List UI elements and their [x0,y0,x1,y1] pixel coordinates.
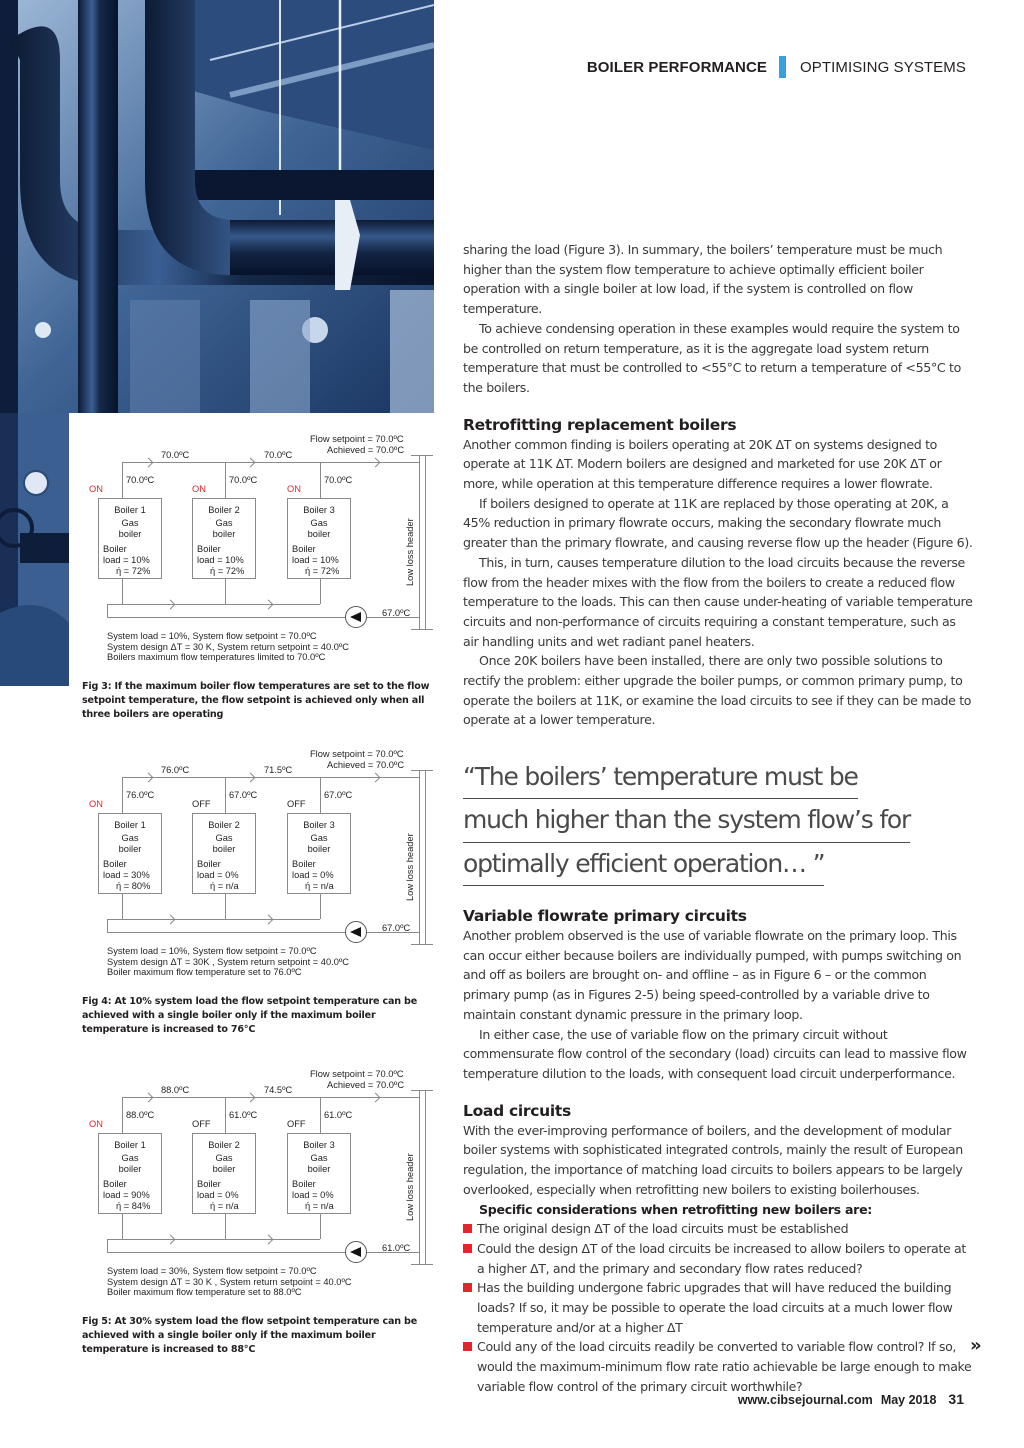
paragraph: To achieve condensing operation in these examples would require the system to be controlled on return temperature, as it is the aggregate load system return temperature that must be controlled to <55°C to return a temperature of <55°C to the boilers. [463,320,961,395]
return-manifold [107,604,320,605]
boiler-type: Gas [121,1153,139,1163]
boiler-efficiency: ή = n/a [210,1201,239,1211]
boiler-room-photo-strip [0,413,69,686]
boiler-load: load = 10% [197,555,244,565]
section-label: BOILER PERFORMANCE [586,58,767,76]
boiler-box [98,813,162,894]
boiler-status: ON [89,1119,103,1129]
boiler-status: ON [89,799,103,809]
section-heading-retrofitting: Retrofitting replacement boilers [463,415,737,434]
flow-direction-arrow-icon [371,1093,381,1103]
boiler-name: Boiler 2 [208,1140,240,1150]
boiler-load-label: Boiler [292,859,316,869]
section-heading-variable-flowrate: Variable flowrate primary circuits [463,907,747,926]
list-item [463,1239,973,1278]
system-note: System load = 10%, System flow setpoint = 70.0ºC [107,946,317,956]
figure-caption: Fig 3: If the maximum boiler flow temperatures are set to the flow setpoint temperature, the flow setpoint is achieved only when all three boilers are operating [82,681,430,720]
pull-quote-line: much higher than the system flow’s for [463,799,910,842]
boiler-load: load = 0% [197,870,239,880]
boiler-type: Gas [121,833,139,843]
header-cap [411,770,433,771]
boiler-type: boiler [307,529,331,539]
boiler-name: Boiler 1 [114,1140,146,1150]
boiler-box [98,498,162,579]
boiler-efficiency: ή = 84% [116,1201,151,1211]
boiler-type: Gas [310,833,328,843]
boiler-load-label: Boiler [197,544,221,554]
return-temp-label: 67.0ºC [382,923,411,933]
system-notes [107,1266,352,1298]
return-direction-arrow-icon [166,915,176,925]
boiler-box [192,1133,256,1214]
flow-direction-arrow-icon [246,1093,256,1103]
boiler-efficiency: ή = 80% [116,881,151,891]
header-temp-label: 74.5ºC [264,1085,293,1095]
return-direction-arrow-icon [264,600,274,610]
paragraph: Another common finding is boilers operating at 20K ΔT on systems designed to operate at 11K ΔT. Modern boilers are designed and marketed for use 20K ΔT or more, while operation at this temperature difference requires a lower flowrate. [463,436,942,492]
header-temp-label: 76.0ºC [161,765,190,775]
boiler-type: boiler [212,529,236,539]
boiler-status: ON [287,484,301,494]
flow-direction-arrow-icon [144,1093,154,1103]
photo-illustration [0,0,434,413]
paragraph: sharing the load (Figure 3). In summary, the boilers’ temperature must be much higher than the system flow temperature to achieve optimally efficient boiler operation with a single boiler at low load, if the system is controlled on flow temperature. [463,242,943,317]
boiler-load: load = 0% [292,1190,334,1200]
list-item-text: Has the building undergone fabric upgrades that will have reduced the building loads? If so, it may be possible to operate the load circuits at a much lower flow temperature and/or at a higher ΔT [477,1280,953,1335]
running-head [587,56,966,78]
boiler-load: load = 90% [103,1190,150,1200]
bullet-list [463,1219,973,1396]
return-manifold [107,1239,320,1240]
return-direction-arrow-icon [264,915,274,925]
flow-direction-arrow-icon [246,458,256,468]
boiler-type: boiler [212,1164,236,1174]
boiler-box [287,1133,351,1214]
system-notes [107,631,349,663]
bullet-square-icon [463,1342,472,1351]
return-direction-arrow-icon [264,1235,274,1245]
low-loss-header-label: Low loss header [405,1153,415,1221]
header-cap [411,629,433,630]
low-loss-header-label: Low loss header [405,518,415,586]
achieved-label: Achieved = 70.0ºC [327,1080,405,1090]
paragraph: In either case, the use of variable flow on the primary circuit without commensurate flow control of the secondary (load) circuits can lead to massive flow temperature dilution to the loads, with consequent load circuit underperformance. [463,1026,967,1081]
boiler-box [287,813,351,894]
boiler-flow-temp: 70.0ºC [324,475,353,485]
considerations-title: Specific considerations when retrofitting new boilers are: [479,1201,873,1217]
pull-quote [463,756,973,886]
list-item-text: Could the design ΔT of the load circuits be increased to allow boilers to operate at a higher ΔT, and the primary and secondary flow rates reduced? [477,1240,967,1276]
return-pipe [107,617,419,618]
boiler-box [287,498,351,579]
system-note: Boiler maximum flow temperature set to 76.0ºC [107,967,302,977]
boiler-box [98,1133,162,1214]
paragraph: With the ever-improving performance of boilers, and the development of modular boiler systems with sophisticated integrated controls, mainly the result of European regulation, the importance of matching load circuits to boilers appears to be largely overlooked, especially when retrofitting new boilers to existing boilerhouses. [463,1122,963,1197]
boiler-status: OFF [192,1119,211,1129]
article-body [463,240,973,1397]
footer-date: May 2018 [880,1393,937,1407]
list-item [463,1337,973,1396]
list-item-text: The original design ΔT of the load circuits must be established [477,1221,849,1237]
boiler-status: OFF [287,799,306,809]
system-note: Boiler maximum flow temperature set to 88.0ºC [107,1287,302,1297]
flow-setpoint-label: Flow setpoint = 70.0ºC [310,434,404,444]
low-loss-header-label: Low loss header [405,833,415,901]
boiler-load-label: Boiler [197,859,221,869]
boiler-type: Gas [215,833,233,843]
boiler-efficiency: ή = 72% [210,566,245,576]
pump-icon [345,1241,367,1263]
boiler-name: Boiler 3 [303,1140,335,1150]
boiler-type: boiler [118,844,142,854]
boiler-type: boiler [307,1164,331,1174]
boiler-flow-temp: 61.0ºC [324,1110,353,1120]
boiler-name: Boiler 2 [208,820,240,830]
boiler-name: Boiler 3 [303,820,335,830]
boiler-load-label: Boiler [103,859,127,869]
header-temp-label: 70.0ºC [264,450,293,460]
boiler-status: OFF [192,799,211,809]
system-note: System design ΔT = 30 K, System return setpoint = 40.0ºC [107,641,349,652]
low-loss-header [419,455,426,630]
return-pipe-riser [107,919,108,932]
bullet-square-icon [463,1283,472,1292]
return-temp-label: 67.0ºC [382,608,411,618]
achieved-label: Achieved = 70.0ºC [327,445,405,455]
boiler-load-label: Boiler [103,544,127,554]
boiler-box [192,498,256,579]
boiler-type: Gas [215,518,233,528]
header-temp-label: 88.0ºC [161,1085,190,1095]
section-heading-load-circuits: Load circuits [463,1101,571,1120]
boiler-name: Boiler 3 [303,505,335,515]
boiler-status: ON [89,484,103,494]
boiler-efficiency: ή = n/a [210,881,239,891]
system-note: System load = 30%, System flow setpoint = 70.0ºC [107,1266,317,1276]
boiler-flow-temp: 70.0ºC [229,475,258,485]
flow-direction-arrow-icon [371,773,381,783]
photo-strip-illustration [0,413,69,686]
boiler-flow-temp: 67.0ºC [324,790,353,800]
list-item-text: Could any of the load circuits readily be converted to variable flow control? If so, would the maximum-minimum flow rate ratio achievable be large enough to make variable flow control of the primary circuit worthwhile? [477,1339,972,1394]
header-cap [411,1090,433,1091]
return-pipe [107,1252,419,1253]
header-cap [411,944,433,945]
list-item [463,1278,973,1337]
pump-icon [345,606,367,628]
pull-quote-line: “The boilers’ temperature must be [463,756,858,799]
boiler-flow-temp: 67.0ºC [229,790,258,800]
boiler-efficiency: ή = 72% [116,566,151,576]
system-note: System design ΔT = 30K , System return setpoint = 40.0ºC [107,956,349,967]
boiler-diagram [82,743,442,977]
header-divider-bar [779,56,786,78]
return-temp-label: 61.0ºC [382,1243,411,1253]
header-cap [411,455,433,456]
flow-direction-arrow-icon [371,458,381,468]
boiler-efficiency: ή = 72% [305,566,340,576]
boiler-status: ON [192,484,206,494]
low-loss-header [419,1090,426,1265]
figure-caption: Fig 4: At 10% system load the flow setpoint temperature can be achieved with a single boiler only if the maximum boiler temperature is increased to 76°C [82,996,418,1035]
paragraph: Another problem observed is the use of variable flowrate on the primary loop. This can occur either because boilers are individually pumped, with pumps switching on and off as boilers are brought on- and offline – as in Figure 6 – or the common primary pump (as in Figures 2-5) being speed-controlled by a variable drive to maintain constant dynamic pressure in the primary loop. [463,928,962,1022]
figure-caption: Fig 5: At 30% system load the flow setpoint temperature can be achieved with a single boiler only if the maximum boiler temperature is increased to 88°C [82,1316,418,1355]
boiler-type: Gas [310,518,328,528]
boiler-flow-temp: 88.0ºC [126,1110,155,1120]
boiler-load: load = 0% [292,870,334,880]
boiler-name: Boiler 1 [114,820,146,830]
return-direction-arrow-icon [166,1235,176,1245]
boiler-status: OFF [287,1119,306,1129]
page-number: 31 [948,1391,964,1407]
system-notes [107,946,349,978]
boiler-load: load = 10% [292,555,339,565]
figure-4 [82,743,442,1037]
bullet-square-icon [463,1224,472,1233]
low-loss-header [419,770,426,945]
pull-quote-line: optimally efficient operation… ” [463,843,824,886]
return-pipe [107,932,419,933]
footer-url[interactable]: www.cibsejournal.com [737,1393,873,1407]
boiler-type: Gas [215,1153,233,1163]
boiler-diagram [82,428,442,662]
continue-arrow-icon: » [970,1335,982,1356]
boiler-type: boiler [118,529,142,539]
boiler-type: boiler [212,844,236,854]
return-pipe-riser [107,1239,108,1252]
header-temp-label: 70.0ºC [161,450,190,460]
figure-3 [82,428,442,722]
subsection-label: OPTIMISING SYSTEMS [800,58,966,76]
boiler-room-photo [0,0,434,413]
paragraph: Once 20K boilers have been installed, there are only two possible solutions to rectify the problem: either upgrade the boiler pumps, or common primary pump, to operate the boilers at 11K, or examine the load circuits to see if they can be made to operate at a lower temperature. [463,653,972,728]
return-pipe-riser [107,604,108,617]
pump-icon [345,921,367,943]
boiler-load-label: Boiler [292,1179,316,1189]
boiler-load: load = 0% [197,1190,239,1200]
boiler-load-label: Boiler [197,1179,221,1189]
boiler-type: boiler [307,844,331,854]
achieved-label: Achieved = 70.0ºC [327,760,405,770]
boiler-flow-temp: 76.0ºC [126,790,155,800]
flow-setpoint-label: Flow setpoint = 70.0ºC [310,749,404,759]
boiler-type: boiler [118,1164,142,1174]
boiler-load-label: Boiler [292,544,316,554]
header-cap [411,1264,433,1265]
paragraph: If boilers designed to operate at 11K are replaced by those operating at 20K, a 45% reduction in primary flowrate occurs, making the secondary flowrate much greater than the primary flowrate, and causing reverse flow up the header (Figure 6). [463,495,973,551]
boiler-type: Gas [310,1153,328,1163]
boiler-load-label: Boiler [103,1179,127,1189]
flow-direction-arrow-icon [246,773,256,783]
boiler-name: Boiler 2 [208,505,240,515]
bullet-square-icon [463,1244,472,1253]
boiler-name: Boiler 1 [114,505,146,515]
flow-setpoint-label: Flow setpoint = 70.0ºC [310,1069,404,1079]
system-note: Boilers maximum flow temperatures limited to 70.0ºC [107,652,326,662]
system-note: System load = 10%, System flow setpoint = 70.0ºC [107,631,317,641]
return-direction-arrow-icon [166,600,176,610]
system-note: System design ΔT = 30 K , System return setpoint = 40.0ºC [107,1276,352,1287]
flow-direction-arrow-icon [144,773,154,783]
boiler-diagram [82,1063,442,1297]
boiler-flow-temp: 61.0ºC [229,1110,258,1120]
return-manifold [107,919,320,920]
boiler-efficiency: ή = n/a [305,881,334,891]
boiler-efficiency: ή = n/a [305,1201,334,1211]
boiler-load: load = 10% [103,555,150,565]
figure-5 [82,1063,442,1357]
header-temp-label: 71.5ºC [264,765,293,775]
page-footer [738,1391,964,1407]
flow-direction-arrow-icon [144,458,154,468]
boiler-box [192,813,256,894]
boiler-load: load = 30% [103,870,150,880]
paragraph: This, in turn, causes temperature dilution to the load circuits because the reverse flow from the header mixes with the flow from the boilers to create a reduced flow temperature to the loads. This can then cause under-heating of variable temperature circuits and non-performance of circuits requiring a constant temperature, such as air handling units and wet radiant panel heaters. [463,554,973,649]
boiler-flow-temp: 70.0ºC [126,475,155,485]
list-item [463,1219,973,1239]
boiler-type: Gas [121,518,139,528]
